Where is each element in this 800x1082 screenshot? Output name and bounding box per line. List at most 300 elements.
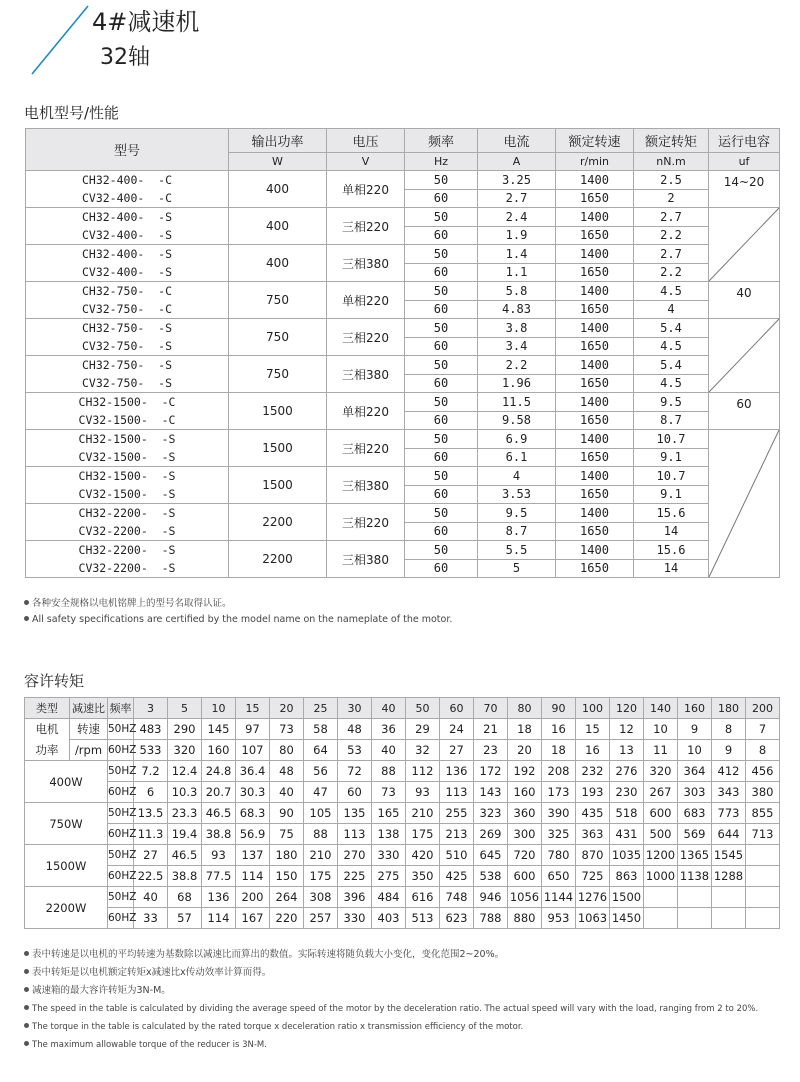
frequency-cell: 60HZ	[108, 782, 134, 803]
speed-cell: 16	[576, 740, 610, 761]
frequency-cell: 50	[405, 430, 478, 449]
torque-cell: 11.3	[134, 824, 168, 845]
speed-cell: 32	[406, 740, 440, 761]
rated-speed-cell: 1650	[556, 337, 634, 356]
unit-current: A	[478, 153, 556, 171]
speed-cell: 23	[474, 740, 508, 761]
torque-cell: 160	[508, 782, 542, 803]
rated-torque-cell: 14	[634, 559, 709, 578]
speed-cell: 145	[202, 719, 236, 740]
table-row	[26, 467, 780, 486]
rated-speed-cell: 1400	[556, 541, 634, 560]
torque-cell: 27	[134, 845, 168, 866]
torque-cell: 257	[304, 908, 338, 929]
frequency-cell: 50	[405, 208, 478, 227]
torque-cell: 420	[406, 845, 440, 866]
header-ratio-value: 100	[576, 698, 610, 719]
torque-cell: 1200	[644, 845, 678, 866]
torque-cell: 138	[372, 824, 406, 845]
frequency-cell: 60	[405, 522, 478, 541]
torque-row	[25, 866, 780, 887]
speed-cell: 27	[440, 740, 474, 761]
torque-cell	[678, 908, 712, 929]
header-ratio: 减速比	[70, 698, 108, 719]
model-name: CV32-1500- -C	[78, 413, 176, 427]
rated-speed-cell: 1400	[556, 356, 634, 375]
rated-speed-cell: 1650	[556, 226, 634, 245]
power-cell: 400	[229, 208, 327, 245]
torque-cell: 210	[304, 845, 338, 866]
speed-cell: 107	[236, 740, 270, 761]
torque-cell: 114	[236, 866, 270, 887]
torque-cell: 484	[372, 887, 406, 908]
rated-speed-cell: 1650	[556, 559, 634, 578]
model-cell	[26, 430, 229, 467]
current-cell: 5.8	[478, 282, 556, 301]
frequency-cell: 50	[405, 356, 478, 375]
frequency-cell: 50HZ	[108, 761, 134, 782]
speed-cell: 12	[610, 719, 644, 740]
torque-cell: 230	[610, 782, 644, 803]
speed-cell: 80	[270, 740, 304, 761]
model-name: CH32-750- -C	[81, 284, 172, 298]
speed-cell: 10	[644, 719, 678, 740]
torque-row	[25, 782, 780, 803]
torque-cell: 953	[542, 908, 576, 929]
current-cell: 1.9	[478, 226, 556, 245]
frequency-cell: 50HZ	[108, 719, 134, 740]
rated-speed-cell: 1400	[556, 245, 634, 264]
power-cell: 2200	[229, 541, 327, 578]
power-label: 2200W	[25, 887, 108, 929]
rated-torque-cell: 4.5	[634, 374, 709, 393]
model-name: CV32-2200- -S	[78, 524, 176, 538]
rated-torque-cell: 2.7	[634, 245, 709, 264]
rated-speed-cell: 1400	[556, 467, 634, 486]
rated-torque-cell: 9.5	[634, 393, 709, 412]
torque-cell: 68	[168, 887, 202, 908]
speed-cell: 9	[678, 719, 712, 740]
torque-cell: 425	[440, 866, 474, 887]
rated-speed-cell: 1650	[556, 522, 634, 541]
torque-cell: 38.8	[202, 824, 236, 845]
current-cell: 5.5	[478, 541, 556, 560]
capacitor-cell	[709, 430, 780, 578]
speed-cell: 58	[304, 719, 338, 740]
speed-cell: 53	[338, 740, 372, 761]
torque-cell: 1063	[576, 908, 610, 929]
allowable-torque-table	[24, 697, 780, 929]
speed-cell: 8	[746, 740, 780, 761]
power-cell: 400	[229, 171, 327, 208]
decorative-slash-icon	[30, 4, 90, 76]
torque-cell: 270	[338, 845, 372, 866]
frequency-cell: 60HZ	[108, 740, 134, 761]
torque-cell: 77.5	[202, 866, 236, 887]
frequency-cell: 60	[405, 559, 478, 578]
speed-cell: 9	[712, 740, 746, 761]
speed-cell: 533	[134, 740, 168, 761]
torque-cell: 870	[576, 845, 610, 866]
model-cell	[26, 208, 229, 245]
rated-speed-cell: 1650	[556, 189, 634, 208]
torque-cell: 73	[372, 782, 406, 803]
torque-cell: 343	[712, 782, 746, 803]
motor-spec-table	[25, 128, 780, 578]
torque-cell	[712, 908, 746, 929]
current-cell: 1.4	[478, 245, 556, 264]
speed-cell: 48	[338, 719, 372, 740]
torque-cell: 435	[576, 803, 610, 824]
current-cell: 3.8	[478, 319, 556, 338]
frequency-cell: 50	[405, 282, 478, 301]
torque-cell: 47	[304, 782, 338, 803]
torque-cell: 60	[338, 782, 372, 803]
torque-cell: 330	[338, 908, 372, 929]
speed-row	[25, 740, 780, 761]
torque-cell: 300	[508, 824, 542, 845]
frequency-cell: 50	[405, 319, 478, 338]
rated-speed-cell: 1650	[556, 374, 634, 393]
frequency-cell: 60	[405, 263, 478, 282]
capacitor-cell: 60	[709, 393, 780, 430]
torque-cell: 48	[270, 761, 304, 782]
frequency-cell: 50	[405, 467, 478, 486]
torque-cell: 136	[202, 887, 236, 908]
torque-cell: 113	[440, 782, 474, 803]
power-label: 1500W	[25, 845, 108, 887]
model-name: CH32-1500- -S	[78, 469, 176, 483]
model-cell	[26, 356, 229, 393]
torque-cell: 276	[610, 761, 644, 782]
torque-cell: 175	[304, 866, 338, 887]
torque-cell	[644, 908, 678, 929]
frequency-cell: 50HZ	[108, 845, 134, 866]
model-name: CH32-400- -S	[81, 210, 172, 224]
speed-cell: 290	[168, 719, 202, 740]
table-row	[26, 208, 780, 227]
table-row	[26, 171, 780, 190]
model-name: CH32-750- -S	[81, 321, 172, 335]
frequency-cell: 60	[405, 374, 478, 393]
speed-cell: 10	[678, 740, 712, 761]
speed-cell: 18	[508, 719, 542, 740]
torque-cell: 213	[440, 824, 474, 845]
current-cell: 2.4	[478, 208, 556, 227]
torque-cell: 19.4	[168, 824, 202, 845]
torque-cell: 946	[474, 887, 508, 908]
torque-cell: 500	[644, 824, 678, 845]
header-ratio-value: 10	[202, 698, 236, 719]
torque-cell: 136	[440, 761, 474, 782]
header-ratio-value: 3	[134, 698, 168, 719]
table-row	[26, 282, 780, 301]
torque-cell: 1035	[610, 845, 644, 866]
capacitor-cell	[709, 208, 780, 282]
torque-cell: 713	[746, 824, 780, 845]
torque-section-title: 容许转矩	[24, 672, 85, 690]
header-voltage: 电压	[327, 129, 405, 153]
torque-cell: 380	[746, 782, 780, 803]
unit-capacitor: uf	[709, 153, 780, 171]
speed-row-label: 功率	[25, 740, 70, 761]
rated-torque-cell: 4.5	[634, 337, 709, 356]
frequency-cell: 60	[405, 226, 478, 245]
unit-rated-speed: r/min	[556, 153, 634, 171]
torque-cell: 72	[338, 761, 372, 782]
rated-speed-cell: 1650	[556, 263, 634, 282]
torque-cell: 855	[746, 803, 780, 824]
torque-cell: 22.5	[134, 866, 168, 887]
frequency-cell: 60	[405, 189, 478, 208]
model-name: CV32-750- -C	[81, 302, 172, 316]
torque-cell: 323	[474, 803, 508, 824]
torque-cell: 748	[440, 887, 474, 908]
model-name: CV32-400- -S	[81, 228, 172, 242]
torque-cell: 330	[372, 845, 406, 866]
header-ratio-value: 60	[440, 698, 474, 719]
voltage-cell: 三相220	[327, 208, 405, 245]
torque-cell: 308	[304, 887, 338, 908]
header-ratio-value: 90	[542, 698, 576, 719]
speed-cell: 24	[440, 719, 474, 740]
torque-cell: 431	[610, 824, 644, 845]
frequency-cell: 60HZ	[108, 824, 134, 845]
unit-voltage: V	[327, 153, 405, 171]
model-name: CV32-1500- -S	[78, 487, 176, 501]
current-cell: 3.25	[478, 171, 556, 190]
diagonal-line-icon	[709, 430, 779, 577]
torque-cell: 143	[474, 782, 508, 803]
model-name: CV32-400- -C	[81, 191, 172, 205]
rated-torque-cell: 8.7	[634, 411, 709, 430]
torque-cell: 225	[338, 866, 372, 887]
torque-cell: 600	[644, 803, 678, 824]
current-cell: 3.53	[478, 485, 556, 504]
rated-speed-cell: 1400	[556, 208, 634, 227]
torque-cell: 645	[474, 845, 508, 866]
torque-row	[25, 761, 780, 782]
header-ratio-value: 50	[406, 698, 440, 719]
torque-cell: 1056	[508, 887, 542, 908]
torque-cell: 150	[270, 866, 304, 887]
header-ratio-value: 200	[746, 698, 780, 719]
model-name: CV32-750- -S	[81, 339, 172, 353]
torque-cell: 93	[202, 845, 236, 866]
torque-cell: 773	[712, 803, 746, 824]
voltage-cell: 三相220	[327, 430, 405, 467]
rated-torque-cell: 5.4	[634, 356, 709, 375]
torque-cell: 412	[712, 761, 746, 782]
power-cell: 1500	[229, 430, 327, 467]
torque-cell: 30.3	[236, 782, 270, 803]
current-cell: 1.1	[478, 263, 556, 282]
torque-cell: 20.7	[202, 782, 236, 803]
page-title: 4#减速机	[92, 8, 200, 36]
capacitor-cell: 40	[709, 282, 780, 319]
frequency-cell: 50	[405, 541, 478, 560]
torque-cell: 360	[508, 803, 542, 824]
header-ratio-value: 180	[712, 698, 746, 719]
speed-row	[25, 719, 780, 740]
model-cell	[26, 282, 229, 319]
torque-cell: 165	[372, 803, 406, 824]
torque-cell: 46.5	[202, 803, 236, 824]
torque-cell: 396	[338, 887, 372, 908]
torque-cell: 24.8	[202, 761, 236, 782]
torque-cell: 175	[406, 824, 440, 845]
speed-cell: 20	[508, 740, 542, 761]
current-cell: 8.7	[478, 522, 556, 541]
torque-cell: 40	[134, 887, 168, 908]
header-power: 输出功率	[229, 129, 327, 153]
torque-cell: 13.5	[134, 803, 168, 824]
speed-cell: 160	[202, 740, 236, 761]
voltage-cell: 单相220	[327, 171, 405, 208]
rated-speed-cell: 1400	[556, 319, 634, 338]
frequency-cell: 50HZ	[108, 803, 134, 824]
model-name: CH32-2200- -S	[78, 543, 176, 557]
model-name: CH32-400- -S	[81, 247, 172, 261]
torque-cell: 68.3	[236, 803, 270, 824]
current-cell: 2.7	[478, 189, 556, 208]
header-capacitor: 运行电容	[709, 129, 780, 153]
power-cell: 1500	[229, 393, 327, 430]
rated-torque-cell: 14	[634, 522, 709, 541]
voltage-cell: 三相380	[327, 245, 405, 282]
voltage-cell: 三相380	[327, 541, 405, 578]
rated-torque-cell: 5.4	[634, 319, 709, 338]
rated-torque-cell: 2.2	[634, 226, 709, 245]
speed-unit-label: 转速	[70, 719, 108, 740]
torque-cell: 90	[270, 803, 304, 824]
torque-cell: 193	[576, 782, 610, 803]
table-row	[26, 430, 780, 449]
rated-torque-cell: 2	[634, 189, 709, 208]
torque-cell: 57	[168, 908, 202, 929]
torque-cell: 350	[406, 866, 440, 887]
torque-cell: 112	[406, 761, 440, 782]
rated-speed-cell: 1650	[556, 485, 634, 504]
power-label: 400W	[25, 761, 108, 803]
rated-speed-cell: 1400	[556, 171, 634, 190]
torque-cell: 232	[576, 761, 610, 782]
header-ratio-value: 20	[270, 698, 304, 719]
frequency-cell: 50	[405, 504, 478, 523]
speed-cell: 13	[610, 740, 644, 761]
power-cell: 750	[229, 282, 327, 319]
torque-cell: 863	[610, 866, 644, 887]
torque-cell: 23.3	[168, 803, 202, 824]
model-cell	[26, 319, 229, 356]
torque-cell: 513	[406, 908, 440, 929]
speed-cell: 483	[134, 719, 168, 740]
diagonal-line-icon	[709, 208, 779, 281]
model-cell	[26, 541, 229, 578]
header-ratio-value: 140	[644, 698, 678, 719]
header-ratio-value: 40	[372, 698, 406, 719]
header-rated-torque: 额定转矩	[634, 129, 709, 153]
header-ratio-value: 80	[508, 698, 542, 719]
torque-cell	[746, 887, 780, 908]
speed-cell: 73	[270, 719, 304, 740]
rated-speed-cell: 1400	[556, 504, 634, 523]
speed-cell: 36	[372, 719, 406, 740]
voltage-cell: 三相380	[327, 467, 405, 504]
diagonal-line-icon	[709, 319, 779, 392]
speed-cell: 18	[542, 740, 576, 761]
header-frequency: 频率	[108, 698, 134, 719]
rated-torque-cell: 9.1	[634, 485, 709, 504]
torque-cell: 114	[202, 908, 236, 929]
torque-row	[25, 845, 780, 866]
torque-cell	[746, 866, 780, 887]
torque-cell: 780	[542, 845, 576, 866]
torque-cell: 1500	[610, 887, 644, 908]
current-cell: 2.2	[478, 356, 556, 375]
speed-row-label: 电机	[25, 719, 70, 740]
torque-cell: 167	[236, 908, 270, 929]
torque-cell: 1000	[644, 866, 678, 887]
model-name: CV32-750- -S	[81, 376, 172, 390]
voltage-cell: 三相220	[327, 504, 405, 541]
torque-cell: 1288	[712, 866, 746, 887]
current-cell: 9.5	[478, 504, 556, 523]
frequency-cell: 60HZ	[108, 908, 134, 929]
current-cell: 5	[478, 559, 556, 578]
torque-cell	[746, 908, 780, 929]
model-name: CH32-750- -S	[81, 358, 172, 372]
frequency-cell: 50HZ	[108, 887, 134, 908]
rated-torque-cell: 15.6	[634, 504, 709, 523]
rated-speed-cell: 1650	[556, 448, 634, 467]
speed-unit-label: /rpm	[70, 740, 108, 761]
torque-cell: 1138	[678, 866, 712, 887]
page-subtitle: 32轴	[100, 45, 150, 70]
torque-cell: 56	[304, 761, 338, 782]
rated-torque-cell: 2.7	[634, 208, 709, 227]
header-frequency: 频率	[405, 129, 478, 153]
torque-cell: 538	[474, 866, 508, 887]
torque-cell: 616	[406, 887, 440, 908]
torque-cell: 172	[474, 761, 508, 782]
frequency-cell: 60	[405, 300, 478, 319]
power-cell: 400	[229, 245, 327, 282]
torque-cell: 208	[542, 761, 576, 782]
table-row	[26, 393, 780, 412]
power-cell: 2200	[229, 504, 327, 541]
voltage-cell: 单相220	[327, 282, 405, 319]
torque-cell: 303	[678, 782, 712, 803]
torque-cell: 1365	[678, 845, 712, 866]
torque-cell: 320	[644, 761, 678, 782]
motor-section-title: 电机型号/性能	[24, 104, 120, 122]
torque-cell: 880	[508, 908, 542, 929]
rated-torque-cell: 4	[634, 300, 709, 319]
torque-note: 表中转矩是以电机额定转矩x减速比x传动效率计算而得。	[24, 966, 271, 980]
capacitor-cell	[709, 319, 780, 393]
speed-cell: 8	[712, 719, 746, 740]
rated-speed-cell: 1650	[556, 411, 634, 430]
current-cell: 4.83	[478, 300, 556, 319]
frequency-cell: 60HZ	[108, 866, 134, 887]
torque-cell: 267	[644, 782, 678, 803]
header-type: 类型	[25, 698, 70, 719]
torque-cell: 12.4	[168, 761, 202, 782]
model-name: CH32-1500- -S	[78, 432, 176, 446]
frequency-cell: 50	[405, 171, 478, 190]
table-row	[26, 541, 780, 560]
